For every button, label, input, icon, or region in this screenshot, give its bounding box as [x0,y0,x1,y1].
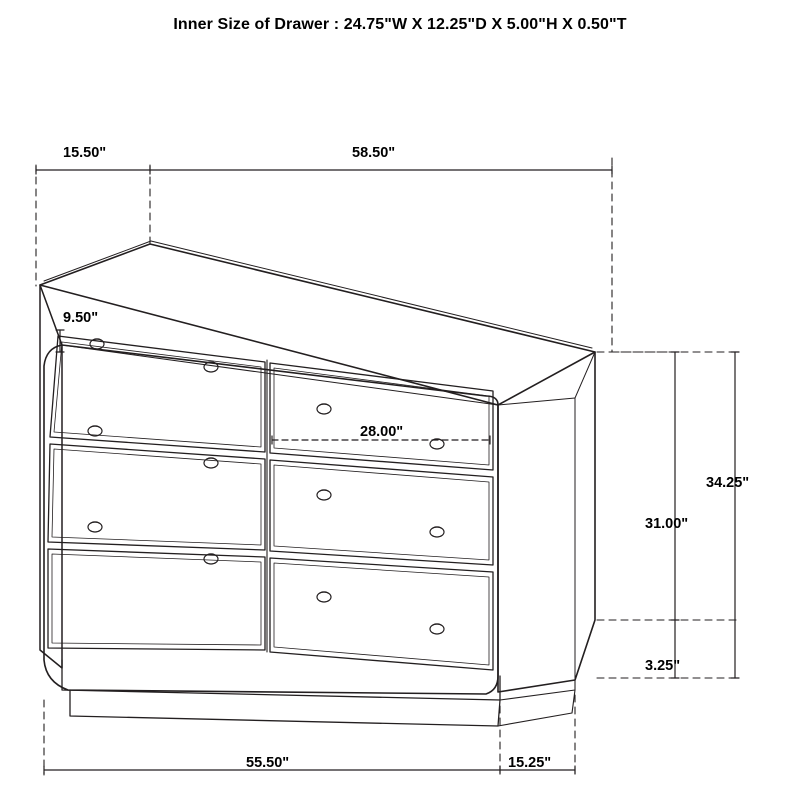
pull-right-bot-b [430,624,444,634]
dimension-lines [36,166,739,774]
drawer-right-bottom [270,558,493,670]
pull-left-mid-a [88,426,102,436]
dimension-label-case-height: 31.00" [645,516,689,532]
pull-right-mid-a [317,490,331,500]
dimension-label-width-top: 58.50" [352,145,396,161]
drawer-right-top [270,363,493,470]
drawer-left-top [50,336,265,452]
drawer-right-middle [270,460,493,565]
dimension-label-base-height: 3.25" [645,658,681,674]
pull-right-bot-a [317,592,331,602]
drawer-left-middle [48,444,265,550]
pull-right-top-a [317,404,331,414]
page-title: Inner Size of Drawer : 24.75"W X 12.25"D X 5.00"H X 0.50"T [173,16,627,33]
extension-lines [36,158,740,775]
dimension-label-drawer-front-h: 9.50" [63,310,99,326]
dresser-front-face [44,345,498,694]
dimension-label-base-depth: 15.25" [508,755,552,771]
dimension-label-overall-height: 34.25" [706,475,750,491]
dimension-label-drawer-front-w: 28.00" [360,424,404,440]
dresser-right-side [498,352,595,692]
pull-left-mid-b [204,458,218,468]
dimension-label-depth-top: 15.50" [63,145,107,161]
drawer-left-bottom [48,549,265,650]
pull-right-mid-b [430,527,444,537]
dimension-label-base-width: 55.50" [246,755,290,771]
pull-left-bot-a [88,522,102,532]
